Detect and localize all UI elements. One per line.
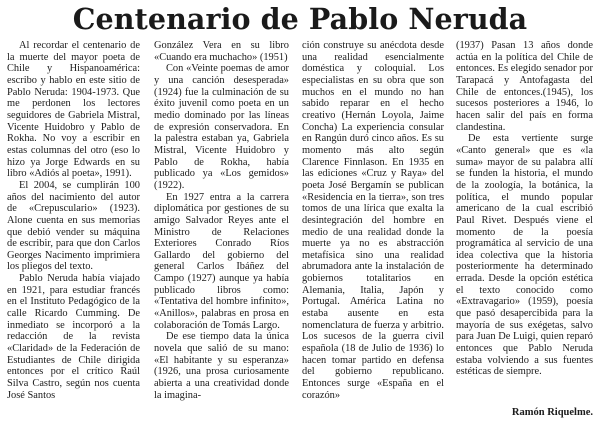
article-column-3 (302, 40, 444, 401)
article-paragraph: (1937) Pasan 13 años donde actúa en la política del Chile de entonces. Es elegido senador por Tarapacá y Antofagasta del Chile de entonces.(1945), los sucesos posteriores a 1946, lo hacen salir del país en forma clandestina. (456, 40, 593, 133)
article-paragraph: Con «Veinte poemas de amor y una canción desesperada» (1924) fue la culminación de su éxito juvenil como poeta en un medio dominado por las líneas de expresión conservadora. En la palestra estaban ya, Gabriela Mistral, Vicente Huidobro y Pablo de Rokha, había publicado ya «Los gemidos» (1922). (154, 63, 289, 191)
article-paragraph: El 2004, se cumplirán 100 años del nacimiento del autor de «Crepusculario» (1923). Alone cuenta en sus memorias que debió vender su máquina de escribir, para que don Carlos Georges Nacimento imprimiera los pliegos del texto. (7, 179, 140, 273)
article-column-1 (7, 40, 140, 401)
article-column-2 (154, 40, 289, 401)
article-paragraph: De ese tiempo data la única novela que salió de su mano: «El habitante y su esperanza» (1926, una prosa curiosamente abierta a una creatividad donde la imagina- (154, 331, 289, 401)
article-paragraph: Pablo Neruda había viajado en 1921, para estudiar francés en el Instituto Pedagógico de la calle Ricardo Cumming. De inmediato se incorporó a la redacción de la revista «Claridad» de la Federación de Estudiantes de Chile dirigida entonces por el crítico Raúl Silva Castro, según nos cuenta José Santos (7, 273, 140, 401)
article-paragraph: González Vera en su libro «Cuando era muchacho» (1951) (154, 40, 289, 63)
article-paragraph: Al recordar el centenario de la muerte del mayor poeta de Chile y Hispanoamérica: escribo y hablo en este sitio de Pablo Neruda: 1904-1973. Que me perdonen los lectores seguidores de Gabriela Mistral, Vicente Huidobro y Pablo de Rokha. No voy a escribir en estas columnas del otro (eso lo hizo ya Jorge Edwards en su libro «Adiós al poeta», 1991). (7, 40, 140, 180)
article-column-4 (456, 40, 593, 378)
article-byline: Ramón Riquelme. (511, 407, 593, 418)
article-paragraph: En 1927 entra a la carrera diplomática por gestiones de su amigo Salvador Reyes ante el Ministro de Relaciones Exteriores Conrado Ríos Gallardo del gobierno del general Carlos Ibáñez del Campo (1927) aunque ya había publicado libros como: «Tentativa del hombre infinito», «Anillos», palabras en prosa en colaboración de Tomás Largo. (154, 191, 289, 331)
article-headline: Centenario de Pablo Neruda (72, 2, 528, 36)
article-paragraph: De esta vertiente surge «Canto general» que es «la suma» mayor de su palabra allí se funden la historia, el mundo de la zoología, la botánica, la política, el mundo popular americano de la cual escribió Paul Rivet. Después viene el momento de la poesía programática al servicio de una idea colectiva que la historia posteriormente ha determinado errada. Desde la opción estética el texto conocido como «Extravagario» (1959), poesía que pasó desapercibida para la mayoría de sus exégetas, salvo para Juan De Luigi, quien reparó entonces que Pablo Neruda estaba volviendo a sus fuentes estéticas de siempre. (456, 133, 593, 378)
article-paragraph: ción construye su anécdota desde una realidad esencialmente doméstica y coloquial. Los especialistas en su obra que son muchos en el mundo no han sabido reparar en el hecho creativo (Hernán Loyola, Jaime Concha) La experiencia consular en Rangún duró cinco años. Es su momento más alto según Clarence Finnlason. En 1935 en las ediciones «Cruz y Raya» del poeta José Bergamín se publican «Residencia en la tierra», son tres tomos de una lírica que exalta la desintegración del hombre en medio de una realidad donde la muerte ya no es abstracción metafísica sino una realidad abrumadora ante la instalación de gobiernos totalitarios en Alemania, Italia, Japón y Portugal. América Latina no estaba ausente en esta nomenclatura de fuerza y arbitrio. Los sucesos de la guerra civil española (18 de Julio de 1936) lo hacen tomar partido en defensa del gobierno republicano. Entonces surge «España en el corazón» (302, 40, 444, 401)
